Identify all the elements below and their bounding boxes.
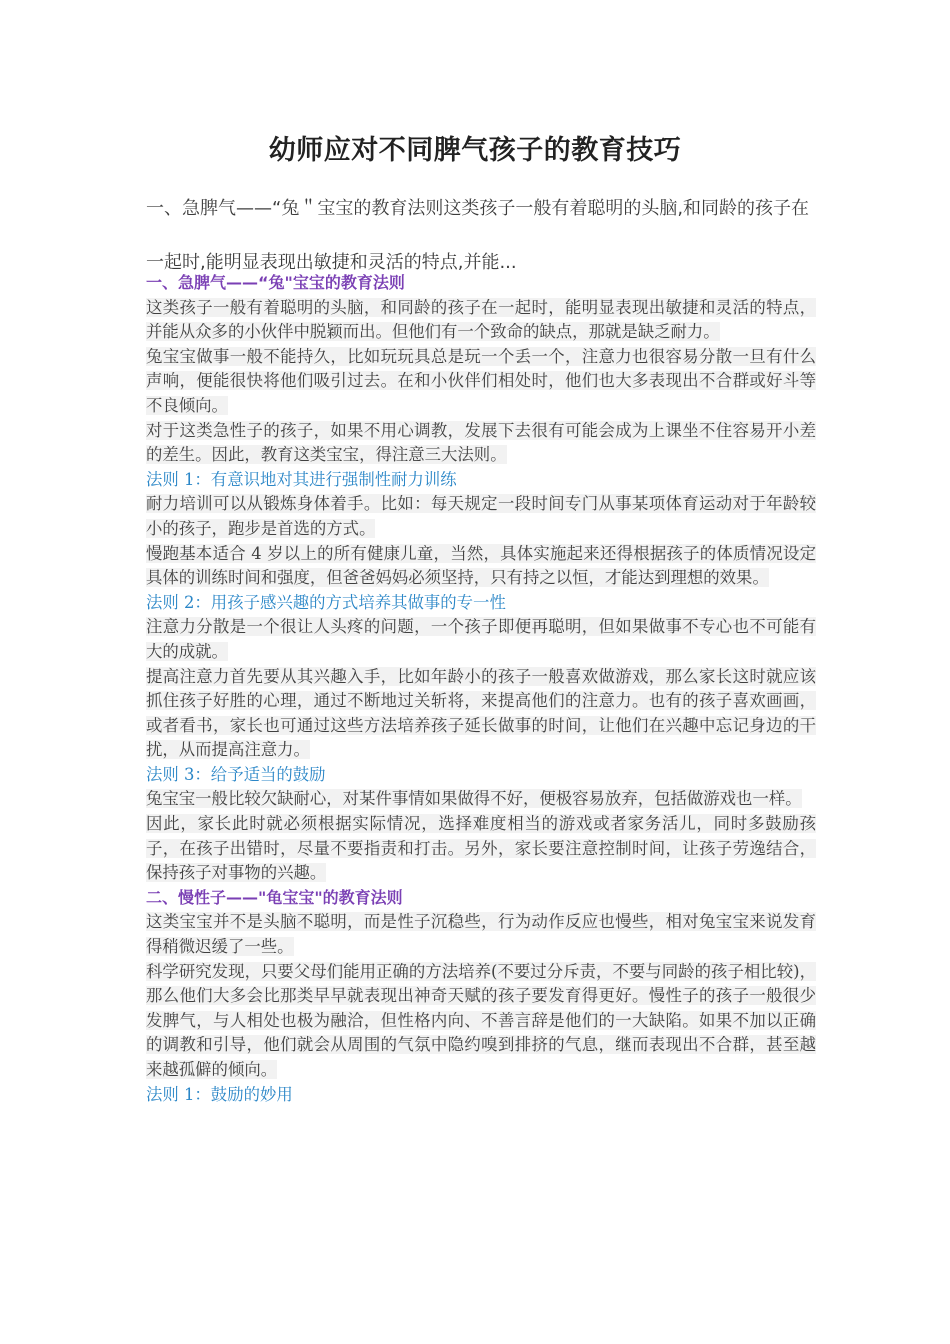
summary-text: 一、急脾气——“兔＂宝宝的教育法则这类孩子一般有着聪明的头脑,和同龄的孩子在一起时,能明显表现出敏捷和灵活的特点,并能... [146, 198, 810, 273]
rule-heading-1-2: 法则 2：用孩子感兴趣的方式培养其做事的专一性 [146, 592, 506, 612]
section-heading-2: 二、慢性子——"龟宝宝"的教育法则 [146, 887, 403, 907]
paragraph [146, 665, 816, 763]
paragraph [146, 492, 816, 541]
paragraph-text: 兔宝宝做事一般不能持久，比如玩玩具总是玩一个丢一个，注意力也很容易分散一旦有什么声响，便能很快将他们吸引过去。在和小伙伴们相处时，他们也大多表现出不合群或好斗等不良倾向。 [146, 346, 816, 415]
paragraph-text: 注意力分散是一个很让人头疼的问题，一个孩子即便再聪明，但如果做事不专心也不可能有大的成就。 [146, 617, 816, 661]
paragraph [146, 787, 816, 812]
paragraph-text: 耐力培训可以从锻炼身体着手。比如：每天规定一段时间专门从事某项体育运动对于年龄较小的孩子，跑步是首选的方式。 [146, 494, 816, 538]
document-body [146, 271, 816, 1107]
document-title: 幼师应对不同脾气孩子的教育技巧 [268, 135, 682, 166]
paragraph-text: 这类宝宝并不是头脑不聪明，而是性子沉稳些，行为动作反应也慢些，相对兔宝宝来说发育得稍微迟缓了一些。 [146, 912, 816, 957]
paragraph-text: 因此，家长此时就必须根据实际情况，选择难度相当的游戏或者家务活儿，同时多鼓励孩子，在孩子出错时，尽量不要指责和打击。另外，家长要注意控制时间，让孩子劳逸结合，保持孩子对事物的兴趣。 [146, 814, 816, 883]
section-heading-1: 一、急脾气——“兔"宝宝的教育法则 [146, 273, 405, 292]
rule-heading-1-3: 法则 3：给予适当的鼓励 [146, 764, 326, 784]
paragraph [146, 345, 816, 419]
paragraph-text: 兔宝宝一般比较欠缺耐心，对某件事情如果做得不好，便极容易放弃，包括做游戏也一样。 [146, 789, 802, 809]
rule-heading-1-1: 法则 1：有意识地对其进行强制性耐力训练 [146, 469, 457, 489]
paragraph [146, 615, 816, 664]
paragraph-text: 对于这类急性子的孩子，如果不用心调教，发展下去很有可能会成为上课坐不住容易开小差的差生。因此，教育这类宝宝，得注意三大法则。 [146, 420, 816, 465]
paragraph [146, 419, 816, 468]
paragraph [146, 960, 816, 1083]
paragraph-text: 慢跑基本适合 4 岁以上的所有健康儿童，当然，具体实施起来还得根据孩子的体质情况设定具体的训练时间和强度，但爸爸妈妈必须坚持，只有持之以恒，才能达到理想的效果。 [146, 543, 816, 588]
paragraph [146, 296, 816, 345]
paragraph-text: 提高注意力首先要从其兴趣入手，比如年龄小的孩子一般喜欢做游戏，那么家长这时就应该抓住孩子好胜的心理，通过不断地过关斩将，来提高他们的注意力。也有的孩子喜欢画画，或者看书，家长也可通过这些方法培养孩子延长做事的时间，让他们在兴趣中忘记身边的干扰，从而提高注意力。 [146, 666, 816, 760]
paragraph [146, 542, 816, 591]
paragraph [146, 910, 816, 959]
paragraph-text: 科学研究发现，只要父母们能用正确的方法培养(不要过分斥责，不要与同龄的孩子相比较)，那么他们大多会比那类早早就表现出神奇天赋的孩子要发育得更好。慢性子的孩子一般很少发脾气，与人相处也极为融洽，但性格内向、不善言辞是他们的一大缺陷。如果不加以正确的调教和引导，他们就会从周围的气氛中隐约嗅到排挤的气息，继而表现出不合群，甚至越来越孤僻的倾向。 [146, 961, 816, 1079]
paragraph [146, 812, 816, 886]
rule-heading-2-1: 法则 1：鼓励的妙用 [146, 1084, 293, 1104]
paragraph-text: 这类孩子一般有着聪明的头脑，和同龄的孩子在一起时，能明显表现出敏捷和灵活的特点，并能从众多的小伙伴中脱颖而出。但他们有一个致命的缺点，那就是缺乏耐力。 [146, 297, 816, 342]
